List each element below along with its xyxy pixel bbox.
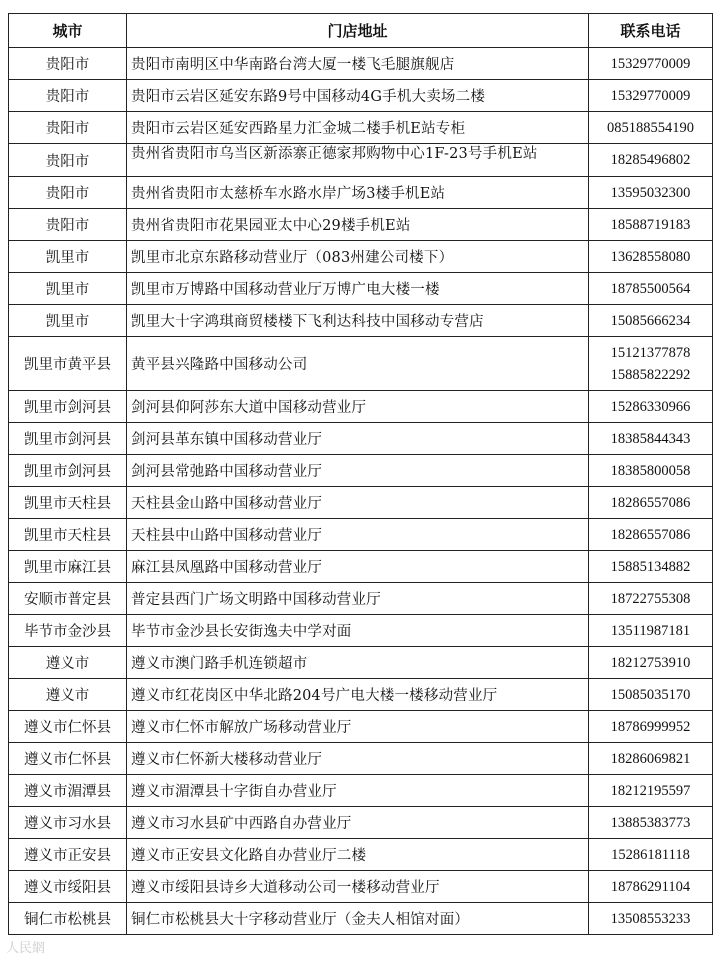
- city-cell: 贵阳市: [9, 80, 127, 112]
- table-row: [9, 551, 713, 583]
- table-header-row: [9, 14, 713, 48]
- phone-number: 13885383773: [610, 814, 691, 831]
- phone-cell: [589, 423, 713, 455]
- phone-cell: [589, 209, 713, 241]
- address-cell: 天柱县中山路中国移动营业厅: [127, 519, 589, 551]
- address-cell: 遵义市绥阳县诗乡大道移动公司一楼移动营业厅: [127, 871, 589, 903]
- phone-number: 15329770009: [610, 87, 691, 104]
- phone-cell: [589, 487, 713, 519]
- city-cell: 贵阳市: [9, 48, 127, 80]
- phone-number: 18722755308: [610, 590, 691, 607]
- phone-number: 18212753910: [610, 654, 691, 671]
- city-cell: 铜仁市松桃县: [9, 903, 127, 935]
- phone-cell: [589, 743, 713, 775]
- phone-cell: [589, 337, 713, 391]
- address-cell: 天柱县金山路中国移动营业厅: [127, 487, 589, 519]
- address-cell: 遵义市湄潭县十字街自办营业厅: [127, 775, 589, 807]
- address-cell: 毕节市金沙县长安街逸夫中学对面: [127, 615, 589, 647]
- watermark: 人民網: [6, 941, 46, 956]
- phone-cell: [589, 807, 713, 839]
- address-cell: 遵义市仁怀市解放广场移动营业厅: [127, 711, 589, 743]
- city-cell: 毕节市金沙县: [9, 615, 127, 647]
- address-cell: 贵阳市南明区中华南路台湾大厦一楼飞毛腿旗舰店: [127, 48, 589, 80]
- address-cell: 凯里市万博路中国移动营业厅万博广电大楼一楼: [127, 273, 589, 305]
- city-cell: 遵义市绥阳县: [9, 871, 127, 903]
- phone-cell: [589, 647, 713, 679]
- city-cell: 凯里市剑河县: [9, 391, 127, 423]
- table-row: [9, 241, 713, 273]
- address-text: 贵州省贵阳市乌当区新添寨正德家邦购物中心1F-23号手机E站: [131, 146, 538, 162]
- table-row: [9, 337, 713, 391]
- table-row: [9, 839, 713, 871]
- address-cell: 贵州省贵阳市花果园亚太中心29楼手机E站: [127, 209, 589, 241]
- city-cell: 遵义市正安县: [9, 839, 127, 871]
- phone-number: 18785500564: [610, 280, 691, 297]
- phone-number: 18286069821: [610, 750, 691, 767]
- phone-number: 18385800058: [610, 462, 691, 479]
- phone-cell: [589, 839, 713, 871]
- phone-cell: [589, 48, 713, 80]
- phone-number: 15121377878: [610, 344, 691, 361]
- address-cell: 遵义市习水县矿中西路自办营业厅: [127, 807, 589, 839]
- address-cell: [127, 144, 589, 177]
- phone-number: 15286330966: [610, 398, 691, 415]
- header-city: 城市: [9, 14, 127, 48]
- city-cell: 安顺市普定县: [9, 583, 127, 615]
- table-row: [9, 305, 713, 337]
- city-cell: 遵义市仁怀县: [9, 711, 127, 743]
- table-row: [9, 423, 713, 455]
- table-row: [9, 48, 713, 80]
- city-cell: 贵阳市: [9, 144, 127, 177]
- phone-cell: [589, 551, 713, 583]
- phone-cell: [589, 711, 713, 743]
- phone-number: 085188554190: [607, 119, 694, 136]
- phone-number: 18786999952: [610, 718, 691, 735]
- table-row: [9, 112, 713, 144]
- address-cell: 剑河县仰阿莎东大道中国移动营业厅: [127, 391, 589, 423]
- city-cell: 凯里市天柱县: [9, 487, 127, 519]
- table-row: [9, 80, 713, 112]
- city-cell: 凯里市: [9, 273, 127, 305]
- phone-cell: [589, 241, 713, 273]
- phone-number: 18286557086: [610, 494, 691, 511]
- phone-number: 15085666234: [610, 312, 691, 329]
- city-cell: 贵阳市: [9, 112, 127, 144]
- city-cell: 凯里市: [9, 241, 127, 273]
- city-cell: 凯里市天柱县: [9, 519, 127, 551]
- phone-cell: [589, 679, 713, 711]
- table-row: [9, 775, 713, 807]
- phone-number: 18786291104: [610, 878, 691, 895]
- header-phone: 联系电话: [589, 14, 713, 48]
- phone-number: 15329770009: [610, 55, 691, 72]
- city-cell: 遵义市: [9, 679, 127, 711]
- phone-cell: [589, 177, 713, 209]
- table-row: [9, 583, 713, 615]
- address-cell: 遵义市红花岗区中华北路204号广电大楼一楼移动营业厅: [127, 679, 589, 711]
- city-cell: 贵阳市: [9, 177, 127, 209]
- phone-cell: [589, 775, 713, 807]
- phone-cell: [589, 273, 713, 305]
- table-row: [9, 519, 713, 551]
- table-row: [9, 487, 713, 519]
- table-row: [9, 455, 713, 487]
- address-cell: 遵义市澳门路手机连锁超市: [127, 647, 589, 679]
- city-cell: 遵义市仁怀县: [9, 743, 127, 775]
- table-row: [9, 273, 713, 305]
- city-cell: 贵阳市: [9, 209, 127, 241]
- city-cell: 凯里市剑河县: [9, 455, 127, 487]
- city-cell: 凯里市麻江县: [9, 551, 127, 583]
- address-cell: 麻江县凤凰路中国移动营业厅: [127, 551, 589, 583]
- phone-cell: [589, 112, 713, 144]
- city-cell: 凯里市: [9, 305, 127, 337]
- address-cell: 贵阳市云岩区延安东路9号中国移动4G手机大卖场二楼: [127, 80, 589, 112]
- phone-cell: [589, 871, 713, 903]
- table-row: [9, 679, 713, 711]
- header-address: 门店地址: [127, 14, 589, 48]
- city-cell: 遵义市: [9, 647, 127, 679]
- phone-cell: [589, 80, 713, 112]
- phone-cell: [589, 615, 713, 647]
- phone-cell: [589, 903, 713, 935]
- table-row: [9, 647, 713, 679]
- phone-cell: [589, 391, 713, 423]
- city-cell: 凯里市黄平县: [9, 337, 127, 391]
- phone-number: 18286557086: [610, 526, 691, 543]
- phone-number: 15085035170: [610, 686, 691, 703]
- table-row: [9, 209, 713, 241]
- table-row: [9, 711, 713, 743]
- table-row: [9, 391, 713, 423]
- phone-number: 18385844343: [610, 430, 691, 447]
- address-cell: 剑河县常弛路中国移动营业厅: [127, 455, 589, 487]
- phone-cell: [589, 455, 713, 487]
- address-cell: 铜仁市松桃县大十字移动营业厅（金夫人相馆对面）: [127, 903, 589, 935]
- address-cell: 遵义市正安县文化路自办营业厅二楼: [127, 839, 589, 871]
- address-cell: 黄平县兴隆路中国移动公司: [127, 337, 589, 391]
- phone-cell: [589, 305, 713, 337]
- phone-number: 15286181118: [611, 846, 690, 863]
- table-row: [9, 177, 713, 209]
- table-row: [9, 743, 713, 775]
- address-cell: 普定县西门广场文明路中国移动营业厅: [127, 583, 589, 615]
- city-cell: 遵义市湄潭县: [9, 775, 127, 807]
- phone-number: 13595032300: [610, 184, 691, 201]
- phone-number: 15885134882: [610, 558, 691, 575]
- phone-number: 13511987181: [610, 622, 691, 639]
- phone-cell: [589, 519, 713, 551]
- table-body: [9, 48, 713, 935]
- phone-cell: [589, 583, 713, 615]
- table-row: [9, 871, 713, 903]
- address-cell: 贵阳市云岩区延安西路星力汇金城二楼手机E站专柜: [127, 112, 589, 144]
- table-row: [9, 807, 713, 839]
- store-table: [8, 13, 713, 935]
- phone-number-secondary: 15885822292: [610, 366, 691, 383]
- address-cell: 贵州省贵阳市太慈桥车水路水岸广场3楼手机E站: [127, 177, 589, 209]
- city-cell: 凯里市剑河县: [9, 423, 127, 455]
- phone-number: 18285496802: [610, 152, 691, 168]
- phone-number: 18588719183: [610, 216, 691, 233]
- phone-number: 18212195597: [610, 782, 691, 799]
- city-cell: 遵义市习水县: [9, 807, 127, 839]
- address-cell: 凯里市北京东路移动营业厅（083州建公司楼下）: [127, 241, 589, 273]
- table-row: [9, 903, 713, 935]
- phone-number: 13508553233: [610, 910, 691, 927]
- address-cell: 遵义市仁怀新大楼移动营业厅: [127, 743, 589, 775]
- address-cell: 凯里大十字鸿琪商贸楼楼下飞利达科技中国移动专营店: [127, 305, 589, 337]
- table-row: [9, 615, 713, 647]
- table-row: [9, 144, 713, 177]
- address-cell: 剑河县革东镇中国移动营业厅: [127, 423, 589, 455]
- phone-number: 13628558080: [610, 248, 691, 265]
- phone-cell: [589, 144, 713, 177]
